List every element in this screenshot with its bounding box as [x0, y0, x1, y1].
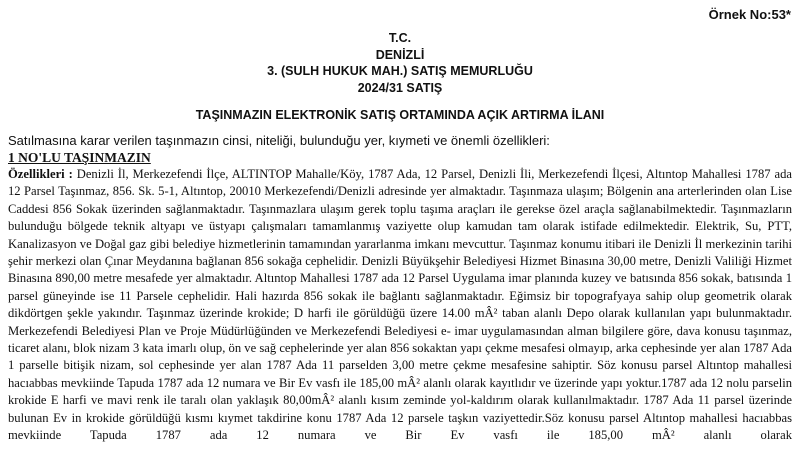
sample-number: Örnek No:53* [708, 7, 791, 22]
announcement-title: TAŞINMAZIN ELEKTRONİK SATIŞ ORTAMINDA AÇIK ARTIRMA İLANI [195, 108, 605, 122]
document-header [0, 30, 800, 96]
header-tc: T.C. [388, 31, 412, 45]
header-office: 3. (SULH HUKUK MAH.) SATIŞ MEMURLUĞU [267, 64, 533, 78]
intro-text: Satılmasına karar verilen taşınmazın cinsi, niteliği, bulunduğu yer, kıymeti ve önemli özellikleri: [8, 133, 550, 148]
header-file-no: 2024/31 SATIŞ [357, 80, 443, 95]
property-description [8, 166, 792, 445]
property-heading: 1 NO'LU TAŞINMAZIN [8, 150, 151, 165]
property-features-label: Özellikleri : [8, 167, 73, 181]
header-city: DENİZLİ [375, 47, 425, 62]
property-features-text: Denizli İl, Merkezefendi İlçe, ALTINTOP Mahalle/Köy, 1787 Ada, 12 Parsel, Denizli İli, Merkezefendi İlçesi, Altıntop Mahallesi 1787 ada 12 Parsel Taşınmaz, 856. Sk. 5-1, Altıntop, 20010 Merkezefendi/Denizli adresinde yer almaktadır. Taşınmaza ulaşım; Bölgenin ana arterlerinden olan Lise Caddesi 856 Sokak üzerinden sağlanmaktadır. Taşınmazlara ulaşım gerek toplu taşıma araçları ile gerekse özel araçla sağlanabilmektedir. Taşınmazların bulunduğu bölgede teknik altyapı ve üstyapı çalışmaları tamamlanmış vaziyette olup kamudan tam olarak istifade edilmektedir. Elektrik, Su, PTT, Kanalizasyon ve Doğal gaz gibi belediye hizmetlerinin tamamından yararlanma imkanı mevcuttur. Taşınmaz konumu itibari ile Denizli İl merkezinin tarihi şehir merkezi olan Çınar Meydanına bağlanan 856 sokağa cephelidir. Denizli Büyükşehir Belediyesi Hizmet Binasına 30,00 metre, Denizli Valiliği Hizmet Binasına 890,00 metre mesafede yer almaktadır. Altıntop Mahallesi 1787 ada 12 Parsel Uygulama imar planında kuzey ve batısında 856 sokak, batısında 1 parsel güneyinde ise 11 Parsele cephelidir. Hali hazırda 856 sokak ile bağlantı sağlanmaktadır. Eğimsiz bir topografyaya sahip olup geometrik olarak dikdörtgen şekle yakındır. Taşınmaz üzerinde krokide; D harfi ile görüldüğü üzere 14.00 mÂ² taban alanlı Depo olarak kullanılan yapı bulunmaktadır. Merkezefendi Belediyesi Plan ve Proje Müdürlüğünden ve Merkezefendi Belediyesi e- imar uygulamasından alman bilgilere göre, dava konusu taşınmaz, ticaret alanı, blok nizam 3 kata imarlı olup, ön ve sağ cephelerinde yer alan 856 sokaktan yapı çekme mesafesi olmayıp, arka cephesinde yer alan 1787 Ada 1 parselle bitişik nizam, sol cephesinde yer alan 1787 Ada 11 parselden 3,00 metre çekme mesafesine sahiptir. Söz konusu parsel Altıntop mahallesi hacıabbas mevkiinde Tapuda 1787 ada 12 numara ve Bir Ev vasfı ile 185,00 mÂ² alanlı olarak kayıtlıdır ve üzerinde yapı yoktur.1787 ada 12 nolu parselin krokide E harfi ve mavi renk ile taralı olan yaklaşık 80,00mÂ² alanlı kısım zeminde yol-kaldırım olarak kullanılmaktadır. 1787 Ada 11 parsel üzerinde bulunan Ev in krokide görüldüğü kısmı kıymet takdirine konu 1787 Ada 12 parsele taşkın vaziyettedir.Söz konusu parsel Altıntop mahallesi hacıabbas mevkiinde Tapuda 1787 ada 12 numara ve Bir Ev vasfı ile 185,00 mÂ² alanlı olarak [8, 167, 792, 443]
